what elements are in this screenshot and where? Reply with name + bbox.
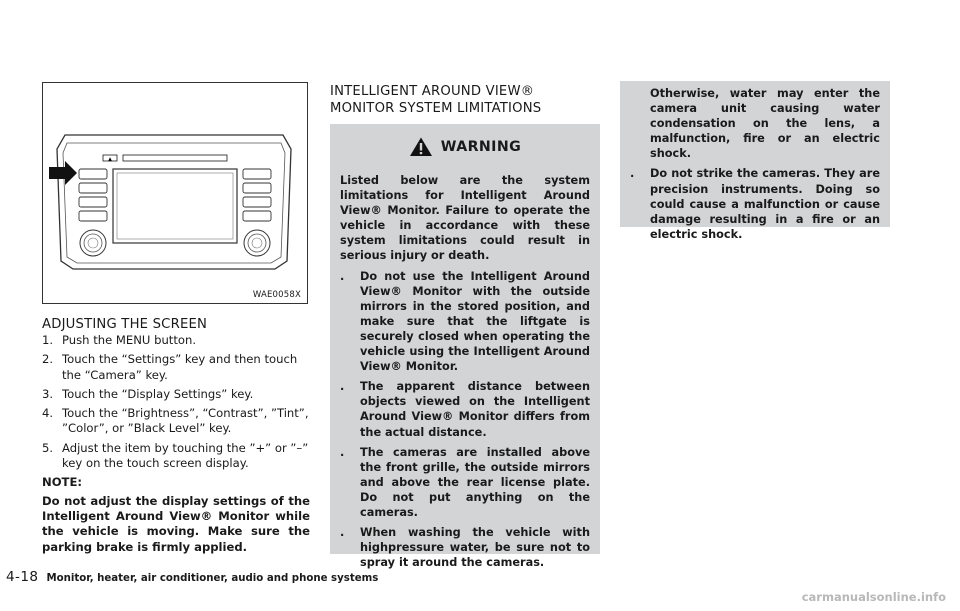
step-text: Touch the “Settings” key and then touch the “Camera” key. — [62, 352, 298, 382]
list-item — [42, 406, 310, 437]
figure-display-unit — [42, 82, 308, 304]
steps-list — [42, 333, 310, 555]
step-text: Touch the “Display Settings” key. — [62, 386, 254, 401]
step-number: 5. — [42, 440, 54, 455]
section-heading-limitations — [330, 83, 600, 117]
step-number: 1. — [42, 333, 54, 347]
step-text: Push the MENU button. — [62, 333, 197, 347]
list-item — [340, 445, 590, 520]
bullet-text: When washing the vehicle with highpressure water, be sure not to spray it around the cameras. — [360, 526, 590, 570]
list-item — [42, 387, 310, 402]
warning-triangle-icon — [409, 136, 433, 157]
display-unit-illustration — [43, 83, 306, 302]
svg-text:▲: ▲ — [108, 156, 112, 163]
bullet-text: The cameras are installed above the front grille, the outside mirrors and above the rear license plate. Do not put anything on the cameras. — [360, 445, 590, 519]
page-footer — [6, 569, 378, 585]
page-number: 4-18 — [6, 569, 39, 585]
section-heading-line: INTELLIGENT AROUND VIEW® — [330, 84, 535, 99]
figure-id: WAE0058X — [252, 290, 301, 300]
list-item — [340, 269, 590, 375]
bullet-text: Do not strike the cameras. They are precision instruments. Doing so could cause a malfunction or cause damage resulting in a fire or an electric shock. — [650, 167, 880, 241]
bullet-dot: . — [340, 380, 345, 394]
step-number: 3. — [42, 386, 54, 401]
warning-box — [330, 124, 600, 570]
bullet-dot: . — [340, 526, 345, 540]
step-number: 2. — [42, 352, 54, 367]
step-text: Adjust the item by touching the ”+” or ”–” key on the touch screen display. — [62, 440, 309, 471]
step-text: Touch the “Brightness”, “Contrast”, ”Tint”, ”Color”, or ”Black Level” key. — [62, 406, 309, 436]
list-item — [42, 441, 310, 472]
warning-continuation: Otherwise, water may enter the camera unit causing water condensation on the lens, a malfunction, fire or an electric shock. — [650, 87, 880, 161]
section-heading-adjusting-screen: ADJUSTING THE SCREEN — [42, 317, 208, 332]
bullet-text: The apparent distance between objects viewed on the Intelligent Around View® Monitor differs from the actual distance. — [360, 380, 590, 439]
note-text: Do not adjust the display settings of the Intelligent Around View® Monitor while the vehicle is moving. Make sure the parking brake is firmly applied. — [42, 493, 310, 554]
bullet-dot: . — [340, 269, 345, 283]
list-item — [340, 379, 590, 439]
watermark: carmanualsonline.info — [801, 590, 946, 604]
list-item — [630, 166, 880, 241]
note-label: NOTE: — [42, 475, 83, 490]
warning-title — [340, 136, 590, 157]
section-heading-line: MONITOR SYSTEM LIMITATIONS — [330, 101, 542, 116]
bullet-dot: . — [340, 445, 345, 459]
bullet-text: Do not use the Intelligent Around View® Monitor with the outside mirrors in the stored position, and make sure that the liftgate is securely closed when operating the vehicle using the Intelligent Around View® Monitor. — [360, 269, 590, 374]
warning-intro: Listed below are the system limitations for Intelligent Around View® Monitor. Failure to operate the vehicle in accordance with these system limitations could result in serious injury or death. — [340, 174, 590, 263]
list-item — [42, 333, 310, 348]
step-number: 4. — [42, 406, 54, 421]
list-item — [340, 525, 590, 570]
list-item — [42, 352, 310, 383]
footer-section-title: Monitor, heater, air conditioner, audio and phone systems — [46, 573, 379, 584]
warning-title-text: WARNING — [440, 138, 522, 155]
bullet-dot: . — [630, 167, 635, 181]
warning-box-continued — [620, 81, 890, 241]
